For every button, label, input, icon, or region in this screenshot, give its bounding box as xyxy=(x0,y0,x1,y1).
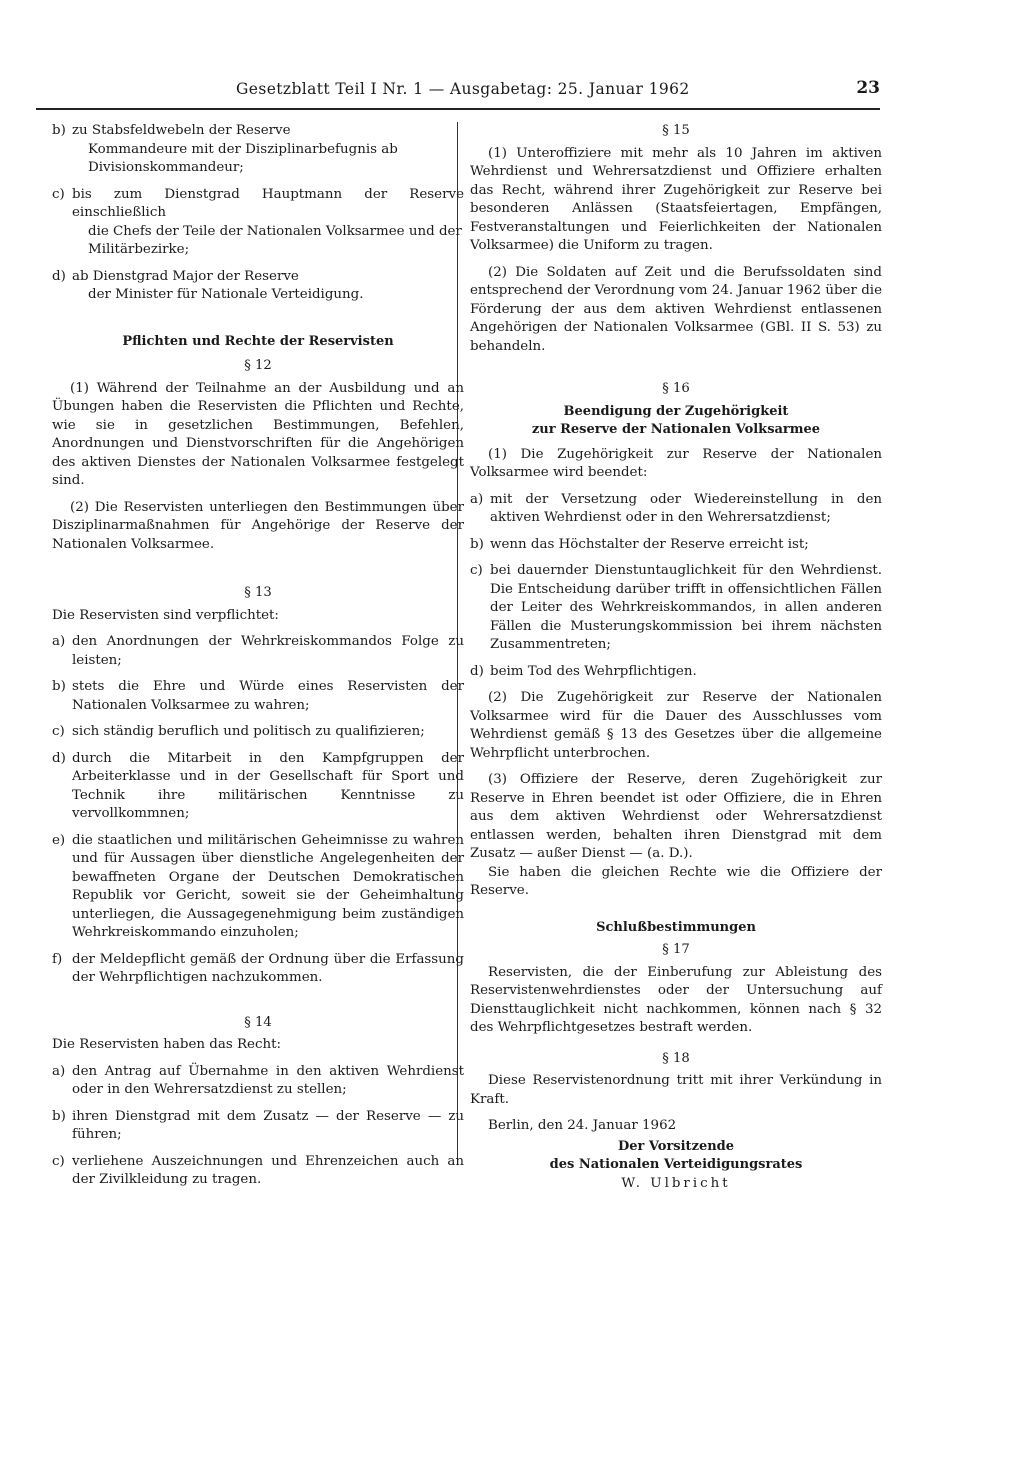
list-item: c) verliehene Auszeichnungen und Ehrenzeichen auch an der Zivilkleidung zu tragen. xyxy=(52,1153,464,1187)
list-item: d) ab Dienstgrad Major der Reserve xyxy=(52,268,299,284)
section-heading: Schlußbestimmungen xyxy=(596,919,756,935)
rights-list xyxy=(52,1063,464,1190)
obligations-list xyxy=(52,633,464,988)
paragraph: Die Reservisten sind verpflichtet: xyxy=(52,607,279,623)
paragraph: (1) Während der Teilnahme an der Ausbildung und an Übungen haben die Reservisten die Pflichten und Rechte, wie sie in gesetzlichen Bestimmungen, Befehlen, Anordnungen und Dienstvorschriften für die Angehörigen des aktiven Dienstes der Nationalen Volksarmee festgelegt sind. xyxy=(52,380,464,488)
paragraph-number: § 16 xyxy=(662,381,690,396)
signature-title: Der Vorsitzende xyxy=(617,1138,735,1154)
section-heading: zur Reserve der Nationalen Volksarmee xyxy=(531,422,821,437)
paragraph: (2) Die Soldaten auf Zeit und die Berufssoldaten sind entsprechend der Verordnung vom 24. Januar 1962 über die Förderung der aus dem aktiven Wehrdienst entlassenen Angehörigen der Nationalen Volksarmee (GBl. II S. 53) zu behandeln. xyxy=(470,264,882,354)
gazette-title: Gesetzblatt Teil I Nr. 1 — Ausgabetag: 25. Januar 1962 xyxy=(236,80,690,98)
list-item-detail: die Chefs der Teile der Nationalen Volksarmee und der Militärbezirke; xyxy=(88,223,462,257)
left-column xyxy=(52,122,464,1190)
paragraph: (1) Die Zugehörigkeit zur Reserve der Nationalen Volksarmee wird beendet: xyxy=(470,446,882,480)
list-item: b) stets die Ehre und Würde eines Reservisten der Nationalen Volksarmee zu wahren; xyxy=(52,679,464,713)
paragraph: Die Reservisten haben das Recht: xyxy=(52,1037,282,1052)
list-item: a) den Antrag auf Übernahme in den aktiven Wehrdienst oder in den Wehrersatzdienst zu stellen; xyxy=(52,1063,464,1097)
list-item-detail: der Minister für Nationale Verteidigung. xyxy=(88,287,364,302)
paragraph: (2) Die Zugehörigkeit zur Reserve der Nationalen Volksarmee wird für die Dauer des Ausschlusses vom Wehrdienst gemäß § 13 des Gesetzes über die allgemeine Wehrpflicht unterbrochen. xyxy=(470,690,882,761)
termination-list xyxy=(470,491,882,682)
list-item: a) mit der Versetzung oder Wiedereinstellung in den aktiven Wehrdienst oder in den Wehrersatzdienst; xyxy=(470,491,882,525)
paragraph: (3) Offiziere der Reserve, deren Zugehörigkeit zur Reserve in Ehren beendet ist oder Offiziere, die in Ehren aus dem aktiven Wehrdienst oder Wehrersatzdienst entlassen werden, behalten ihren Dienstgrad mit dem Zusatz — außer Dienst — (a. D.). xyxy=(470,772,882,861)
list-item: b) wenn das Höchstalter der Reserve erreicht ist; xyxy=(470,536,809,552)
list-item-detail: Kommandeure mit der Disziplinarbefugnis ab Divisionskommandeur; xyxy=(88,141,398,175)
paragraph-number: § 18 xyxy=(662,1050,690,1066)
section-heading: Beendigung der Zugehörigkeit xyxy=(563,403,789,419)
list-item: c) sich ständig beruflich und politisch zu qualifizieren; xyxy=(52,724,425,739)
signatory-name: W. Ulbricht xyxy=(621,1175,731,1191)
signature-title: des Nationalen Verteidigungsrates xyxy=(549,1157,803,1172)
page-number: 23 xyxy=(856,78,880,98)
paragraph-number: § 13 xyxy=(244,585,272,600)
paragraph-number: § 14 xyxy=(244,1014,272,1030)
paragraph-number: § 12 xyxy=(244,358,272,373)
paragraph-number: § 17 xyxy=(662,942,690,957)
paragraph: Sie haben die gleichen Rechte wie die Offiziere der Reserve. xyxy=(470,864,882,898)
paragraph: Diese Reservistenordnung tritt mit ihrer Verkündung in Kraft. xyxy=(470,1073,882,1107)
list-item: d) beim Tod des Wehrpflichtigen. xyxy=(470,663,697,679)
paragraph: (2) Die Reservisten unterliegen den Bestimmungen über Disziplinarmaßnahmen für Angehörige der Reserve der Nationalen Volksarmee. xyxy=(52,499,464,552)
list-item: c) bis zum Dienstgrad Hauptmann der Reserve einschließlich xyxy=(52,186,464,220)
section-heading: Pflichten und Rechte der Reservisten xyxy=(122,333,394,349)
paragraph-number: § 15 xyxy=(662,123,690,138)
list-item: f) der Meldepflicht gemäß der Ordnung über die Erfassung der Wehrpflichtigen nachzukommen. xyxy=(52,951,464,985)
page-header xyxy=(36,78,880,110)
list-item: b) ihren Dienstgrad mit dem Zusatz — der Reserve — zu führen; xyxy=(52,1108,464,1142)
right-column xyxy=(470,122,882,1193)
list-item: e) die staatlichen und militärischen Geheimnisse zu wahren und für Aussagen über dienstliche Angelegenheiten der bewaffneten Organe der Deutschen Demokratischen Republik vor Gericht, soweit sie der Geheimhaltung unterliegen, die Aussagegenehmigung beim zuständigen Wehrkreiskommando einzuholen; xyxy=(52,832,464,940)
list-item: b) zu Stabsfeldwebeln der Reserve xyxy=(52,123,291,138)
list-item: c) bei dauernder Dienstuntauglichkeit für den Wehrdienst. Die Entscheidung darüber trifft in offensichtlichen Fällen der Leiter des Wehrkreiskommandos, in allen anderen Fällen die Musterungskommission bei ihrem nächsten Zusammentreten; xyxy=(470,563,882,652)
list-item: a) den Anordnungen der Wehrkreiskommandos Folge zu leisten; xyxy=(52,634,464,668)
paragraph: (1) Unteroffiziere mit mehr als 10 Jahren im aktiven Wehrdienst und Wehrersatzdienst und Offiziere erhalten das Recht, während ihrer Zugehörigkeit zur Reserve bei besonderen Anlässen (Staatsfeiertagen, Empfängen, Festveranstaltungen und Feierlichkeiten der Nationalen Volksarmee) die Uniform zu tragen. xyxy=(470,145,882,253)
list-item: d) durch die Mitarbeit in den Kampfgruppen der Arbeiterklasse und in der Gesellschaft für Sport und Technik ihre militärischen Kenntnisse zu vervollkommnen; xyxy=(52,750,464,821)
place-date: Berlin, den 24. Januar 1962 xyxy=(488,1118,677,1133)
paragraph: Reservisten, die der Einberufung zur Ableistung des Reservistenwehrdienstes oder der Untersuchung auf Diensttauglichkeit nicht nachkommen, können nach § 32 des Wehrpflichtgesetzes bestraft werden. xyxy=(470,964,882,1035)
